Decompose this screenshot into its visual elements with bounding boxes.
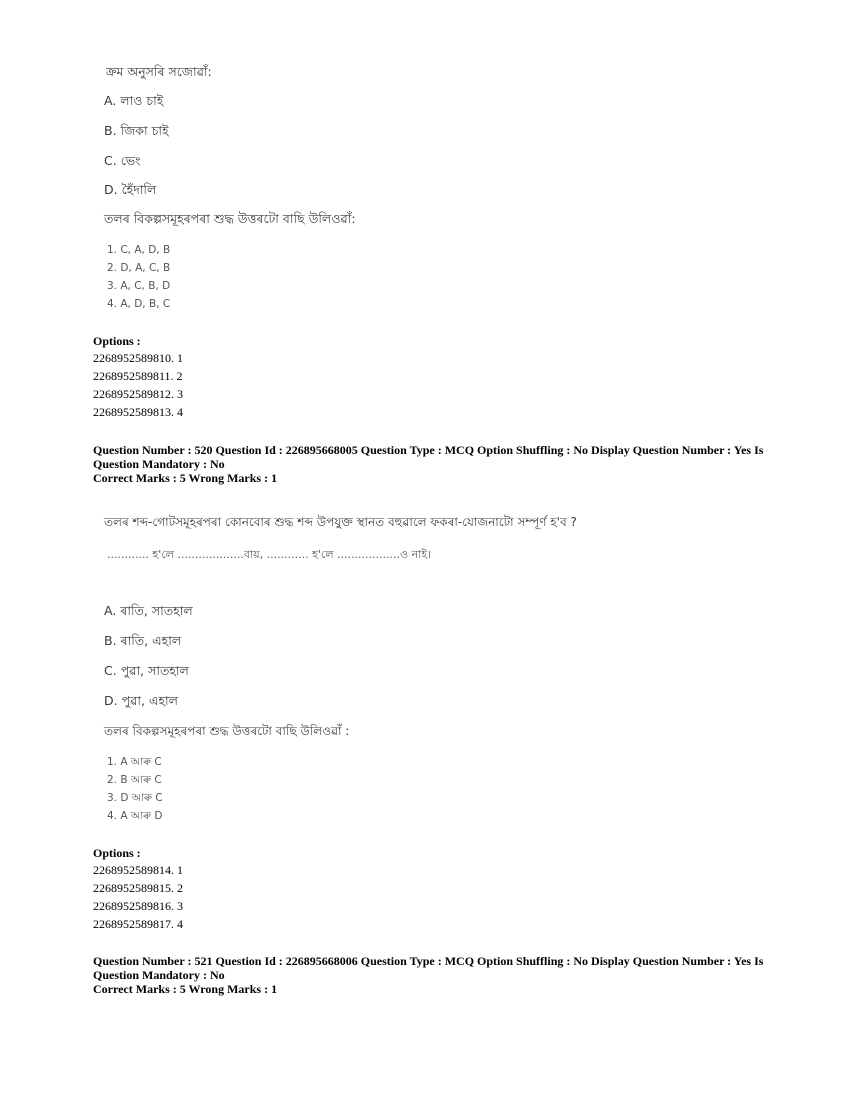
q520-option-2: 2268952589815. 2 — [93, 881, 183, 895]
q519-item-d — [104, 182, 156, 202]
q520-meta-line1: Question Number : 520 Question Id : 226895668005 Question Type : MCQ Option Shuffling : No Display Question Number : Yes Is — [93, 443, 764, 457]
q519-stem: ক্ৰম অনুসৰি সজোৱাঁ: — [106, 64, 212, 79]
q519-item-b — [104, 123, 169, 143]
q520-instruction: তলৰ বিকল্পসমূহৰপৰা শুদ্ধ উত্তৰটো বাছি উলিওৱাঁ : — [104, 724, 350, 738]
q519-choice-1: 1. C, A, D, B — [107, 244, 171, 256]
q519-instruction: তলৰ বিকল্পসমূহৰপৰা শুদ্ধ উত্তৰটো বাছি উলিওৱাঁ: — [104, 211, 356, 226]
item-text: হৈঁদালি — [121, 182, 157, 197]
q520-blanks: ............ হ'লে ...................বায়, ............ হ'লে ..................ও নাই। — [107, 548, 431, 561]
q520-choice-1: 1. A আৰু C — [107, 756, 162, 768]
q520-option-1: 2268952589814. 1 — [93, 863, 183, 877]
q519-choice-2: 2. D, A, C, B — [107, 262, 171, 274]
q519-option-1: 2268952589810. 1 — [93, 351, 183, 365]
q520-choice-2: 2. B আৰু C — [107, 774, 162, 786]
item-text: পুৱা, এহাল — [121, 693, 178, 708]
q520-options-title: Options : — [93, 846, 141, 860]
q521-meta-line2: Question Mandatory : No — [93, 968, 225, 982]
q519-choice-4: 4. A, D, B, C — [107, 298, 171, 310]
item-letter: D. — [104, 182, 118, 197]
item-text: ৰাতি, সাতহাল — [120, 603, 193, 618]
q520-stem: তলৰ শব্দ-গোটসমূহৰপৰা কোনবোৰ শুদ্ধ শব্দ উপযুক্ত স্থানত বহুৱালে ফকৰা-যোজনাটো সম্পূৰ্ণ হ'ব ? — [104, 515, 577, 529]
q519-item-c — [104, 153, 140, 173]
item-letter: C. — [104, 153, 117, 168]
q520-meta — [93, 443, 773, 485]
item-letter: B. — [104, 633, 117, 648]
item-text: ভেং — [120, 153, 141, 168]
q520-item-c — [104, 663, 189, 683]
q519-item-a — [104, 93, 163, 113]
q520-item-d — [104, 693, 178, 713]
q519-option-2: 2268952589811. 2 — [93, 369, 183, 383]
q520-option-4: 2268952589817. 4 — [93, 917, 183, 931]
item-text: ৰাতি, এহাল — [120, 633, 182, 648]
q521-meta — [93, 954, 773, 996]
q520-meta-line2: Question Mandatory : No — [93, 457, 225, 471]
q520-choice-3: 3. D আৰু C — [107, 792, 163, 804]
q519-option-4: 2268952589813. 4 — [93, 405, 183, 419]
item-letter: B. — [104, 123, 117, 138]
item-letter: C. — [104, 663, 117, 678]
item-letter: D. — [104, 693, 118, 708]
item-text: জিকা চাই — [120, 123, 169, 138]
q520-choice-4: 4. A আৰু D — [107, 810, 163, 822]
item-text: পুৱা, সাতহাল — [120, 663, 189, 678]
item-letter: A. — [104, 603, 117, 618]
q521-meta-line1: Question Number : 521 Question Id : 226895668006 Question Type : MCQ Option Shuffling : No Display Question Number : Yes Is — [93, 954, 764, 968]
q520-option-3: 2268952589816. 3 — [93, 899, 183, 913]
item-letter: A. — [104, 93, 117, 108]
q519-option-3: 2268952589812. 3 — [93, 387, 183, 401]
item-text: লাও চাই — [120, 93, 164, 108]
q519-options-title: Options : — [93, 334, 141, 348]
q520-meta-line3: Correct Marks : 5 Wrong Marks : 1 — [93, 471, 278, 485]
q520-item-b — [104, 633, 181, 653]
q520-item-a — [104, 603, 193, 623]
q519-choice-3: 3. A, C, B, D — [107, 280, 171, 292]
q521-meta-line3: Correct Marks : 5 Wrong Marks : 1 — [93, 982, 278, 996]
